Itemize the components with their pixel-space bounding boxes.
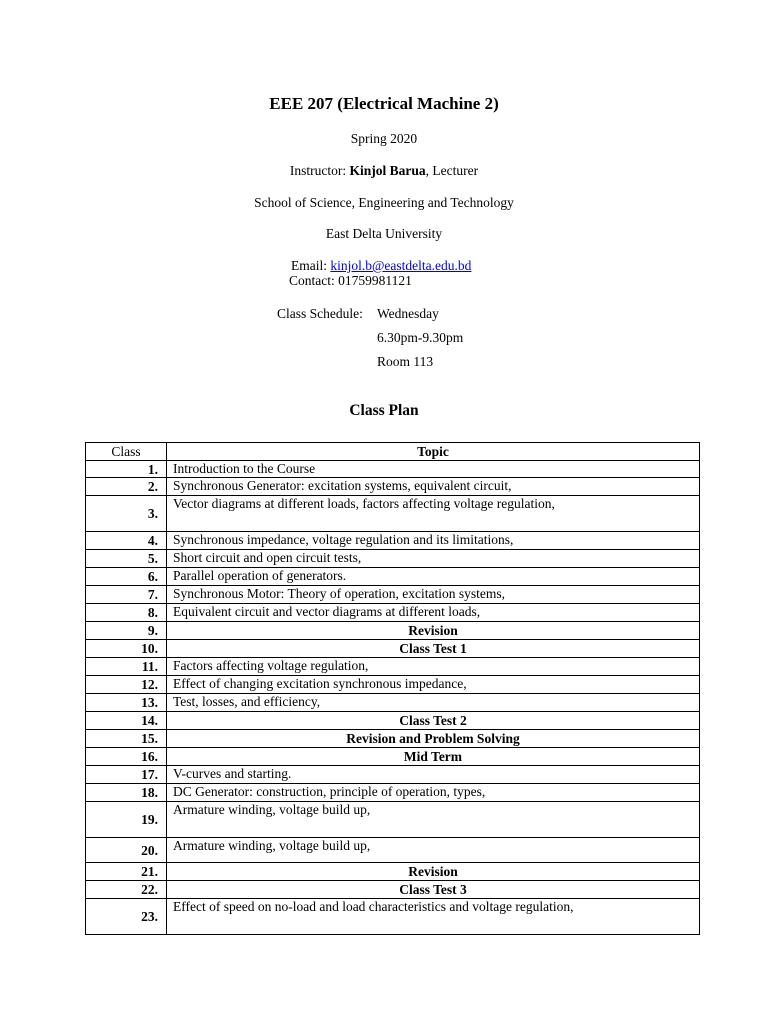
class-topic: Effect of changing excitation synchronous impedance,	[167, 676, 700, 694]
class-topic: Parallel operation of generators.	[167, 568, 700, 586]
class-topic: Class Test 1	[167, 640, 700, 658]
class-topic: Revision and Problem Solving	[167, 730, 700, 748]
class-number: 14.	[86, 712, 167, 730]
class-number: 8.	[86, 604, 167, 622]
term: Spring 2020	[350, 131, 418, 146]
class-number: 3.	[86, 496, 167, 532]
table-row	[86, 730, 700, 748]
table-row	[86, 838, 700, 863]
class-topic: Revision	[167, 863, 700, 881]
table-row	[86, 748, 700, 766]
table-row	[86, 604, 700, 622]
class-number: 12.	[86, 676, 167, 694]
contact-line: Contact: 01759981121	[289, 273, 412, 288]
table-row	[86, 712, 700, 730]
class-topic: Class Test 2	[167, 712, 700, 730]
class-number: 22.	[86, 881, 167, 899]
class-topic: V-curves and starting.	[167, 766, 700, 784]
class-plan-table	[85, 442, 700, 935]
class-number: 20.	[86, 838, 167, 863]
class-number: 7.	[86, 586, 167, 604]
class-number: 4.	[86, 532, 167, 550]
table-row	[86, 586, 700, 604]
class-topic: Short circuit and open circuit tests,	[167, 550, 700, 568]
table-row	[86, 863, 700, 881]
table-row	[86, 802, 700, 838]
instructor-name: Kinjol Barua	[349, 163, 426, 178]
class-topic: Armature winding, voltage build up,	[167, 838, 700, 863]
schedule-day: Wednesday	[377, 306, 439, 321]
class-number: 2.	[86, 478, 167, 496]
class-topic: Factors affecting voltage regulation,	[167, 658, 700, 676]
instructor-label: Instructor:	[289, 163, 350, 178]
class-topic: Synchronous Generator: excitation systems, equivalent circuit,	[167, 478, 700, 496]
class-number: 17.	[86, 766, 167, 784]
class-number: 9.	[86, 622, 167, 640]
school-name: School of Science, Engineering and Technology	[254, 195, 514, 210]
column-header-topic: Topic	[167, 443, 700, 461]
class-plan-heading: Class Plan	[349, 402, 419, 419]
class-number: 13.	[86, 694, 167, 712]
table-row	[86, 658, 700, 676]
class-topic: Vector diagrams at different loads, factors affecting voltage regulation,	[167, 496, 700, 532]
class-number: 21.	[86, 863, 167, 881]
class-topic: Equivalent circuit and vector diagrams at different loads,	[167, 604, 700, 622]
table-row	[86, 676, 700, 694]
university-name: East Delta University	[325, 226, 443, 241]
instructor-role: , Lecturer	[425, 163, 479, 178]
course-title: EEE 207 (Electrical Machine 2)	[269, 94, 499, 113]
class-number: 1.	[86, 461, 167, 478]
schedule-time: 6.30pm-9.30pm	[377, 330, 464, 345]
class-number: 11.	[86, 658, 167, 676]
table-row	[86, 568, 700, 586]
email-line	[291, 258, 471, 274]
class-topic: Effect of speed on no-load and load characteristics and voltage regulation,	[167, 899, 700, 935]
email-link[interactable]: kinjol.b@eastdelta.edu.bd	[330, 258, 472, 273]
table-row	[86, 694, 700, 712]
class-topic: Test, losses, and efficiency,	[167, 694, 700, 712]
class-topic: Introduction to the Course	[167, 461, 700, 478]
class-number: 18.	[86, 784, 167, 802]
schedule-label: Class Schedule:	[277, 306, 363, 321]
table-row	[86, 478, 700, 496]
class-topic: Mid Term	[167, 748, 700, 766]
table-row	[86, 461, 700, 478]
class-number: 6.	[86, 568, 167, 586]
class-number: 19.	[86, 802, 167, 838]
table-row	[86, 899, 700, 935]
table-row	[86, 766, 700, 784]
table-row	[86, 550, 700, 568]
class-number: 23.	[86, 899, 167, 935]
table-row	[86, 496, 700, 532]
column-header-class: Class	[86, 443, 167, 461]
table-header-row	[86, 443, 700, 461]
table-row	[86, 622, 700, 640]
class-topic: Armature winding, voltage build up,	[167, 802, 700, 838]
class-topic: Revision	[167, 622, 700, 640]
instructor-line	[0, 163, 768, 179]
table-row	[86, 640, 700, 658]
class-number: 10.	[86, 640, 167, 658]
class-number: 5.	[86, 550, 167, 568]
email-label: Email:	[291, 258, 331, 273]
table-row	[86, 532, 700, 550]
class-topic: Class Test 3	[167, 881, 700, 899]
class-topic: DC Generator: construction, principle of operation, types,	[167, 784, 700, 802]
class-number: 16.	[86, 748, 167, 766]
table-row	[86, 784, 700, 802]
class-topic: Synchronous impedance, voltage regulation and its limitations,	[167, 532, 700, 550]
class-number: 15.	[86, 730, 167, 748]
class-topic: Synchronous Motor: Theory of operation, excitation systems,	[167, 586, 700, 604]
schedule-room: Room 113	[377, 354, 434, 369]
table-row	[86, 881, 700, 899]
